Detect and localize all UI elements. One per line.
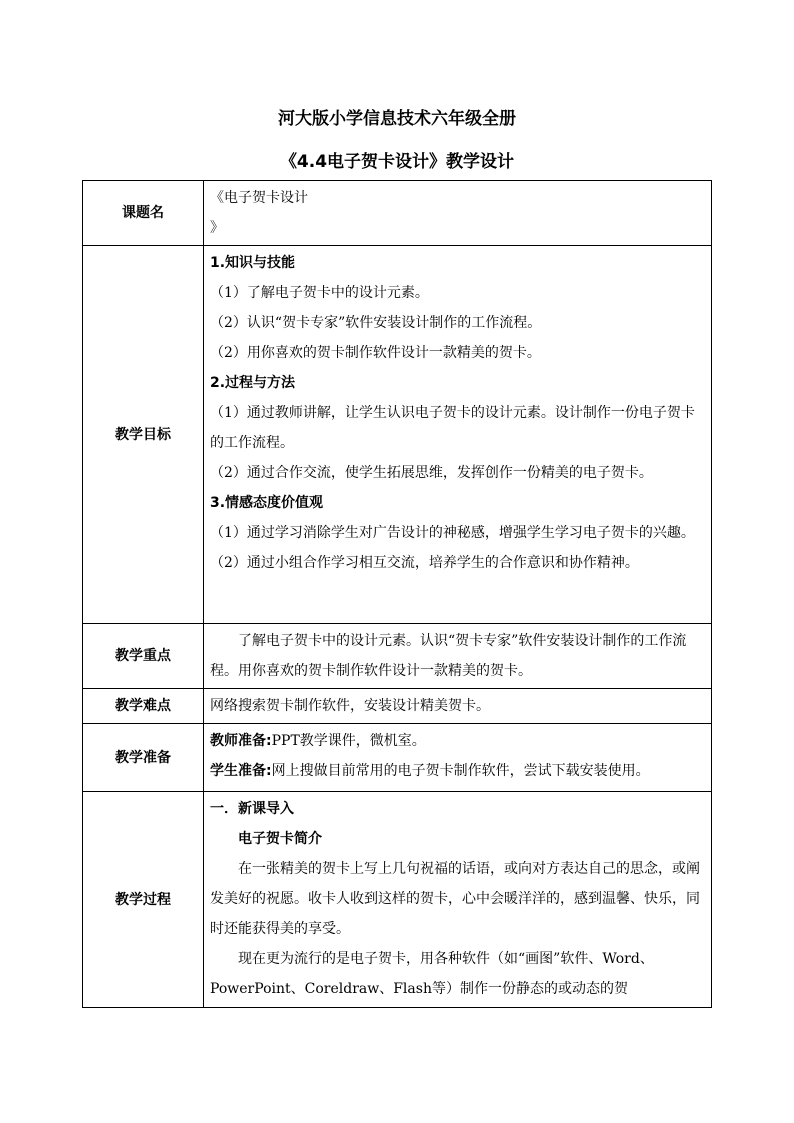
row-label-goals: 教学目标: [83, 246, 204, 624]
goals-item: （2）通过合作交流，使学生拓展思维，发挥创作一份精美的电子贺卡。: [210, 465, 653, 481]
student-prep-text: 网上搜做目前常用的电子贺卡制作软件，尝试下载安装使用。: [271, 763, 650, 779]
process-paragraph: 在一张精美的贺卡上写上几句祝福的话语，或向对方表达自己的思念，或阐发美好的祝愿。收卡人收到这样的贺卡，心中会暖洋洋的，感到温馨、快乐，同时还能获得美的享受。: [210, 861, 700, 937]
process-paragraph: 现在更为流行的是电子贺卡，用各种软件（如“画图”软件、Word、PowerPoint、Coreldraw、Flash等）制作一份静态的或动态的贺: [210, 951, 654, 997]
preparation-cell: [204, 724, 712, 792]
topic-cell: [204, 181, 712, 246]
goals-item: （1）了解电子贺卡中的设计元素。: [210, 285, 429, 301]
document-subtitle: 《4.4电子贺卡设计》教学设计: [279, 152, 515, 172]
document-title: 河大版小学信息技术六年级全册: [278, 109, 516, 129]
student-prep-line: [210, 756, 705, 786]
row-label-preparation: 教学准备: [83, 724, 204, 792]
goals-item: （2）认识“贺卡专家”软件安装设计制作的工作流程。: [210, 315, 542, 331]
student-prep-label: 学生准备:: [210, 763, 272, 779]
row-label-difficulty: 教学难点: [83, 689, 204, 724]
table-row: [83, 181, 712, 246]
teacher-prep-line: [210, 726, 705, 756]
difficulty-cell: [204, 689, 712, 724]
teacher-prep-text: PPT教学课件，微机室。: [271, 733, 426, 749]
table-row: [83, 246, 712, 624]
key-points-text: 了解电子贺卡中的设计元素。认识“贺卡专家”软件安装设计制作的工作流程。用你喜欢的贺卡制作软件设计一款精美的贺卡。: [210, 633, 687, 679]
process-subheading: 电子贺卡简介: [238, 831, 322, 847]
table-row: [83, 792, 712, 1008]
goals-item: （1）通过学习消除学生对广告设计的神秘感，增强学生学习电子贺卡的兴趣。: [210, 525, 695, 541]
lesson-plan-table: [82, 180, 712, 1008]
topic-text-line1: 《电子贺卡设计: [210, 190, 308, 206]
table-row: [83, 689, 712, 724]
process-cell: [204, 792, 712, 1008]
key-points-cell: [204, 624, 712, 689]
goals-item: （2）通过小组合作学习相互交流，培养学生的合作意识和协作精神。: [210, 555, 639, 571]
goals-cell: [204, 246, 712, 624]
teacher-prep-label: 教师准备:: [210, 733, 272, 749]
table-row: [83, 724, 712, 792]
row-label-process: 教学过程: [83, 792, 204, 1008]
goals-heading-knowledge: 1.知识与技能: [210, 255, 296, 271]
goals-heading-process: 2.过程与方法: [210, 375, 296, 391]
goals-item: （2）用你喜欢的贺卡制作软件设计一款精美的贺卡。: [210, 345, 541, 361]
table-row: [83, 624, 712, 689]
row-label-key-points: 教学重点: [83, 624, 204, 689]
goals-item: （1）通过教师讲解，让学生认识电子贺卡的设计元素。设计制作一份电子贺卡的工作流程。: [210, 405, 695, 451]
row-label-topic: 课题名: [83, 181, 204, 246]
difficulty-text: 网络搜索贺卡制作软件，安装设计精美贺卡。: [210, 698, 490, 714]
goals-heading-attitude: 3.情感态度价值观: [210, 495, 324, 511]
topic-text-line2: 》: [210, 220, 224, 236]
process-section-heading: 一．新课导入: [210, 801, 294, 817]
